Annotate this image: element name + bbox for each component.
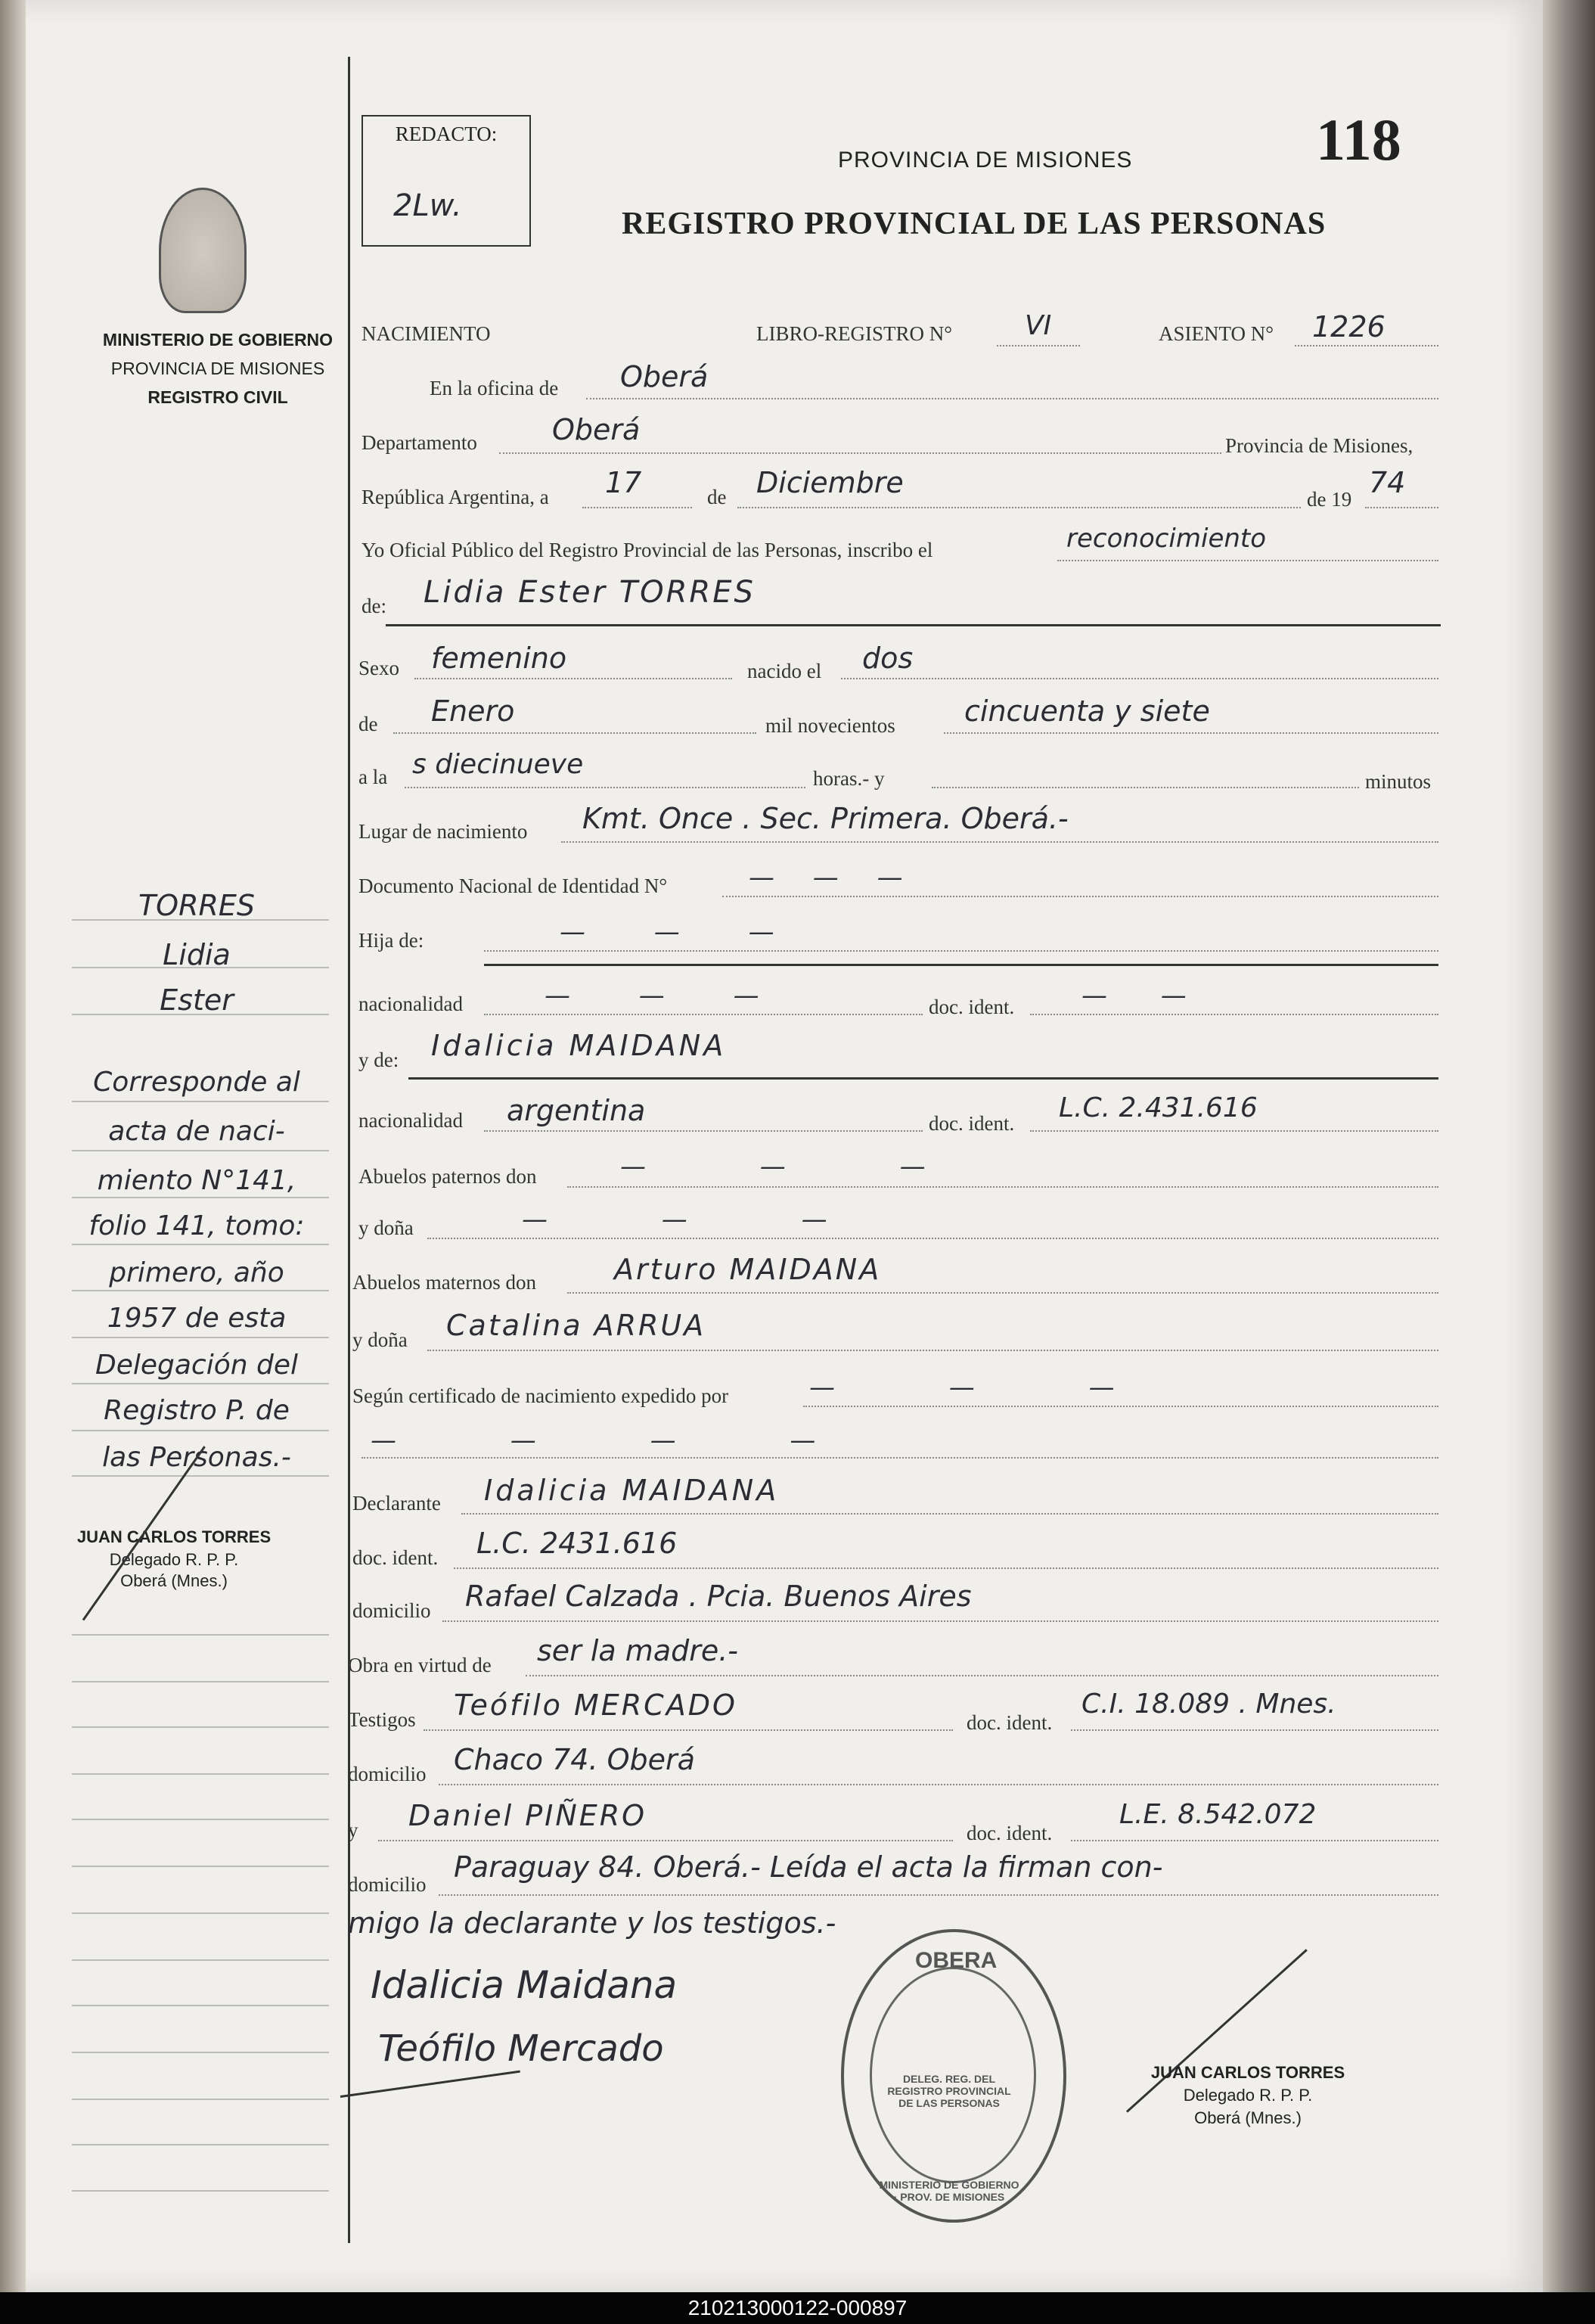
ydona1-value: — — — bbox=[522, 1204, 880, 1235]
domicilio1-label: domicilio bbox=[352, 1599, 431, 1622]
asiento-label: ASIENTO N° bbox=[1159, 322, 1274, 345]
mes-nac-value: Enero bbox=[431, 694, 515, 728]
oficina-value: Oberá bbox=[620, 360, 709, 393]
abp-label: Abuelos paternos don bbox=[358, 1165, 537, 1188]
de-label: de bbox=[707, 486, 727, 508]
docid1-value: — — bbox=[1081, 980, 1209, 1011]
seal-top-text: OBERA bbox=[915, 1948, 998, 1973]
docid5-label: doc. ident. bbox=[967, 1822, 1053, 1844]
segun-value: — — — bbox=[809, 1372, 1168, 1403]
margin-note-line: folio 141, tomo: bbox=[88, 1210, 305, 1241]
margin-note-line: las Personas.- bbox=[102, 1442, 291, 1473]
margin-note-line: Delegación del bbox=[95, 1350, 298, 1381]
margin-note-line: 1957 de esta bbox=[107, 1303, 287, 1334]
provincia-label-form: Provincia de Misiones, bbox=[1225, 434, 1413, 457]
margin-note-line: Corresponde al bbox=[93, 1067, 300, 1098]
yo-label: Yo Oficial Público del Registro Provincial de las Personas, inscribo el bbox=[362, 539, 933, 561]
y-label: y bbox=[348, 1819, 358, 1841]
mil-label: mil novecientos bbox=[765, 714, 895, 737]
domicilio1-value: Rafael Calzada . Pcia. Buenos Aires bbox=[465, 1580, 972, 1613]
lugar-value: Kmt. Once . Sec. Primera. Oberá.- bbox=[582, 802, 1069, 835]
book-binding bbox=[0, 0, 26, 2292]
margin-stamp-role: Delegado R. P. P. bbox=[109, 1550, 239, 1569]
stamp-place: Oberá (Mnes.) bbox=[1194, 2108, 1302, 2127]
redacto-box bbox=[362, 115, 531, 247]
acto-value: reconocimiento bbox=[1066, 524, 1267, 554]
margin-stamp-name: JUAN CARLOS TORRES bbox=[76, 1527, 272, 1546]
ala-label: a la bbox=[358, 766, 388, 788]
folio-number: 118 bbox=[1316, 107, 1401, 172]
docid5-value: L.E. 8.542.072 bbox=[1119, 1799, 1317, 1830]
provincia-heading: PROVINCIA DE MISIONES bbox=[838, 148, 1133, 172]
nac1-label: nacionalidad bbox=[358, 993, 463, 1015]
nac2-label: nacionalidad bbox=[358, 1109, 463, 1132]
closing-value: migo la declarante y los testigos.- bbox=[348, 1906, 836, 1940]
abp-value: — — — bbox=[620, 1151, 979, 1182]
testigo1-value: Teófilo MERCADO bbox=[454, 1689, 737, 1722]
lugar-label: Lugar de nacimiento bbox=[358, 820, 528, 843]
seal-ring-text: DELEG. REG. DEL REGISTRO PROVINCIAL DE LAS PERSONAS bbox=[887, 2073, 1011, 2109]
dni-label: Documento Nacional de Identidad N° bbox=[358, 875, 668, 897]
asiento-value: 1226 bbox=[1312, 310, 1386, 343]
docid4-value: C.I. 18.089 . Mnes. bbox=[1081, 1689, 1336, 1720]
ydona1-label: y doña bbox=[358, 1216, 414, 1239]
registro-civil-label: REGISTRO CIVIL bbox=[147, 387, 288, 407]
declarante-label: Declarante bbox=[352, 1492, 441, 1515]
segun-label: Según certificado de nacimiento expedido por bbox=[352, 1384, 729, 1407]
hijo-label: Hija de: bbox=[358, 929, 424, 952]
anio-value: 74 bbox=[1369, 466, 1406, 499]
obra-label: Obra en virtud de bbox=[348, 1654, 492, 1676]
nac2-value: argentina bbox=[507, 1094, 646, 1127]
domicilio3-value: Paraguay 84. Oberá.- Leída el acta la firman con- bbox=[454, 1850, 1163, 1884]
minutos-label: minutos bbox=[1365, 770, 1432, 793]
docid3-label: doc. ident. bbox=[352, 1546, 439, 1569]
margin-note-line: primero, año bbox=[109, 1257, 284, 1288]
nacido-label: nacido el bbox=[747, 660, 822, 682]
testigos-label: Testigos bbox=[348, 1708, 416, 1731]
republica-label: República Argentina, a bbox=[362, 486, 549, 508]
anio-label: de 19 bbox=[1307, 488, 1352, 511]
signature-testigo: Teófilo Mercado bbox=[378, 2027, 664, 2070]
departamento-label: Departamento bbox=[362, 431, 477, 454]
docid2-value: L.C. 2.431.616 bbox=[1059, 1092, 1258, 1123]
nacido-value: dos bbox=[862, 642, 914, 675]
docid1-label: doc. ident. bbox=[929, 996, 1015, 1018]
de3-label: de bbox=[358, 713, 378, 735]
segun2-value: — — — — bbox=[371, 1425, 869, 1456]
book-edge bbox=[1543, 0, 1595, 2292]
abm-value: Arturo MAIDANA bbox=[614, 1253, 882, 1286]
margin-name2: Ester bbox=[160, 983, 234, 1017]
declarante-value: Idalicia MAIDANA bbox=[484, 1474, 780, 1507]
departamento-value: Oberá bbox=[552, 413, 641, 446]
yde-label: y de: bbox=[358, 1049, 399, 1071]
redacto-label: REDACTO: bbox=[395, 123, 498, 145]
dni-value: — — — bbox=[749, 862, 918, 893]
ydona2-label: y doña bbox=[352, 1328, 408, 1351]
domicilio2-value: Chaco 74. Oberá bbox=[454, 1743, 695, 1776]
margin-note-line: miento N°141, bbox=[97, 1165, 296, 1196]
stamp-name: JUAN CARLOS TORRES bbox=[1150, 2063, 1345, 2082]
de2-label: de: bbox=[362, 595, 386, 617]
redacto-value: 2Lw. bbox=[393, 188, 462, 223]
hijo-value: — — — bbox=[560, 917, 805, 947]
provincia-label: PROVINCIA DE MISIONES bbox=[110, 359, 325, 378]
ydona2-value: Catalina ARRUA bbox=[446, 1309, 706, 1342]
margin-note-line: acta de naci- bbox=[108, 1116, 285, 1147]
madre-value: Idalicia MAIDANA bbox=[431, 1029, 727, 1062]
libro-label: LIBRO-REGISTRO N° bbox=[756, 322, 953, 345]
sexo-label: Sexo bbox=[358, 657, 399, 679]
margin-name1: Lidia bbox=[163, 938, 231, 971]
ministerio-label: MINISTERIO DE GOBIERNO bbox=[102, 330, 334, 350]
docid2-label: doc. ident. bbox=[929, 1112, 1015, 1135]
seal-bottom-text: MINISTERIO DE GOBIERNO · PROV. DE MISIONES bbox=[879, 2179, 1019, 2203]
testigo2-value: Daniel PIÑERO bbox=[408, 1799, 647, 1832]
registro-heading: REGISTRO PROVINCIAL DE LAS PERSONAS bbox=[622, 207, 1327, 241]
obra-value: ser la madre.- bbox=[537, 1634, 739, 1667]
domicilio3-label: domicilio bbox=[348, 1873, 427, 1896]
coat-of-arms-icon bbox=[159, 188, 247, 313]
nac1-value: — — — bbox=[545, 980, 790, 1011]
hora-value: s diecinueve bbox=[412, 749, 584, 780]
sexo-value: femenino bbox=[431, 642, 567, 675]
dia-value: 17 bbox=[605, 466, 642, 499]
oficina-label: En la oficina de bbox=[430, 377, 559, 399]
docid4-label: doc. ident. bbox=[967, 1711, 1053, 1734]
footer-id: 210213000122-000897 bbox=[0, 2292, 1595, 2324]
horas-label: horas.- y bbox=[813, 767, 885, 790]
signature-declarante: Idalicia Maidana bbox=[371, 1963, 678, 2007]
anio-nac-value: cincuenta y siete bbox=[964, 694, 1210, 728]
margin-stamp-place: Oberá (Mnes.) bbox=[120, 1571, 228, 1590]
docid3-value: L.C. 2431.616 bbox=[476, 1527, 678, 1560]
margin-surname: TORRES bbox=[138, 889, 256, 922]
nombre-value: Lidia Ester TORRES bbox=[424, 575, 756, 610]
stamp-role: Delegado R. P. P. bbox=[1183, 2086, 1313, 2105]
margin-note-line: Registro P. de bbox=[104, 1395, 290, 1426]
libro-value: VI bbox=[1025, 310, 1052, 341]
mes-value: Diciembre bbox=[756, 466, 904, 499]
nacimiento-label: NACIMIENTO bbox=[362, 322, 491, 345]
domicilio2-label: domicilio bbox=[348, 1763, 427, 1785]
abm-label: Abuelos maternos don bbox=[352, 1271, 536, 1294]
